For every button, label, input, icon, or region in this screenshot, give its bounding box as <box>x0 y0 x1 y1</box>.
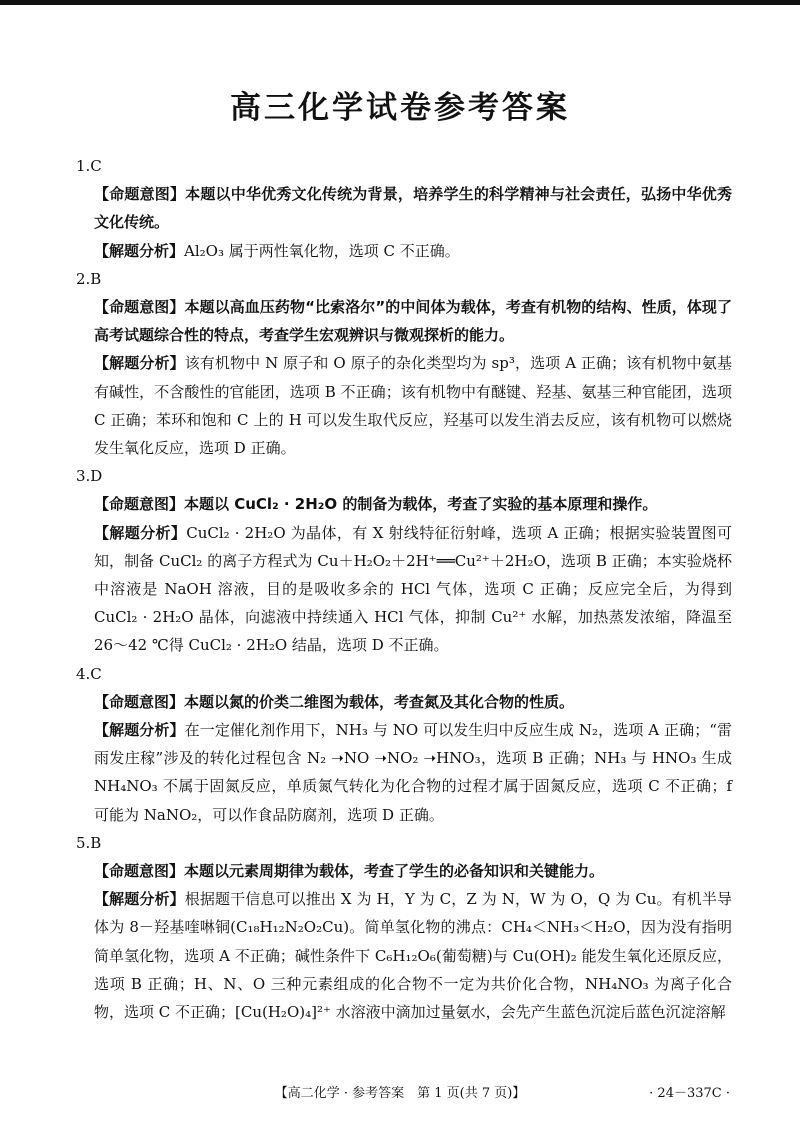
intent-text: 本题以 CuCl₂ · 2H₂O 的制备为载体，考查了实验的基本原理和操作。 <box>184 495 658 514</box>
intent-text: 本题以中华优秀文化传统为背景，培养学生的科学精神与社会责任，弘扬中华优秀文化传统。 <box>94 185 732 232</box>
analysis-tag: 【解题分析】 <box>94 890 185 909</box>
analysis-tag: 【解题分析】 <box>94 241 185 260</box>
analysis-text: CuCl₂ · 2H₂O 为晶体，有 X 射线特征衍射峰，选项 A 正确；根据实验装置图可知，制备 CuCl₂ 的离子方程式为 Cu＋H₂O₂＋2H⁺══Cu²⁺＋2H₂O，选项 B 正确；本实验烧杯中溶液是 NaOH 溶液，目的是吸收多余的 HCl 气体，选项 C 正确；反应完全后，为得到 CuCl₂ · 2H₂O 晶体，向滤液中持续通入 HCl 气体，抑制 Cu²⁺ 水解，加热蒸发浓缩，降温至 26～42 ℃得 CuCl₂ · 2H₂O 结晶，选项 D 不正确。 <box>94 523 732 655</box>
analysis-paragraph <box>76 519 732 660</box>
page-title: 高三化学试卷参考答案 <box>230 90 570 126</box>
intent-tag: 【命题意图】 <box>94 298 185 317</box>
analysis-text: 根据题干信息可以推出 X 为 H，Y 为 C，Z 为 N，W 为 O，Q 为 Cu。有机半导体为 8－羟基喹啉铜(C₁₈H₁₂N₂O₂Cu)。简单氢化物的沸点：CH₄＜NH₃＜H₂O，因为没有指明简单氢化物，选项 A 不正确；碱性条件下 C₆H₁₂O₆(葡萄糖)与 Cu(OH)₂ 能发生氧化还原反应，选项 B 正确；H、N、O 三种元素组成的化合物不一定为共价化合物，NH₄NO₃ 为离子化合物，选项 C 不正确；[Cu(H₂O)₄]²⁺ 水溶液中滴加过量氨水，会先产生蓝色沉淀后蓝色沉淀溶解 <box>94 890 732 1022</box>
analysis-text: 该有机物中 N 原子和 O 原子的杂化类型均为 sp³，选项 A 正确；该有机物中氨基有碱性，不含酸性的官能团，选项 B 不正确；该有机物中有醚键、羟基、氨基三种官能团，选项 C 正确；苯环和饱和 C 上的 H 可以发生取代反应，羟基可以发生消去反应，该有机物可以燃烧发生氧化反应，选项 D 正确。 <box>94 354 732 458</box>
question-number: 4.C <box>76 664 102 683</box>
top-border-rule <box>0 0 800 5</box>
analysis-tag: 【解题分析】 <box>94 354 185 373</box>
intent-tag: 【命题意图】 <box>94 185 186 204</box>
question-number: 5.B <box>76 833 102 852</box>
analysis-paragraph <box>76 349 732 462</box>
footer-page-info: 【高二化学 · 参考答案 第 1 页(共 7 页)】 <box>274 1086 526 1101</box>
question-5 <box>76 829 732 1026</box>
question-3 <box>76 462 732 659</box>
question-4 <box>76 660 732 829</box>
analysis-tag: 【解题分析】 <box>94 721 185 740</box>
analysis-text: Al₂O₃ 属于两性氧化物，选项 C 不正确。 <box>184 241 460 260</box>
question-number: 3.D <box>76 467 103 486</box>
answer-content <box>76 152 732 1026</box>
analysis-tag: 【解题分析】 <box>94 523 187 542</box>
question-1 <box>76 152 732 265</box>
question-2 <box>76 265 732 462</box>
analysis-paragraph <box>76 885 732 1026</box>
intent-paragraph <box>76 180 732 236</box>
intent-paragraph <box>76 490 732 518</box>
intent-paragraph <box>76 688 732 716</box>
analysis-paragraph <box>76 237 732 265</box>
intent-tag: 【命题意图】 <box>94 862 185 881</box>
intent-paragraph <box>76 857 732 885</box>
intent-tag: 【命题意图】 <box>94 692 185 711</box>
question-number: 1.C <box>76 157 102 175</box>
analysis-text: 在一定催化剂作用下，NH₃ 与 NO 可以发生归中反应生成 N₂，选项 A 正确；“雷雨发庄稼”涉及的转化过程包含 N₂ ➝NO ➝NO₂ ➝HNO₃，选项 B 正确；NH₃ 与 HNO₃ 生成 NH₄NO₃ 不属于固氮反应，单质氮气转化为化合物的过程才属于固氮反应，选项 C 不正确；f 可能为 NaNO₂，可以作食品防腐剂，选项 D 正确。 <box>94 721 732 824</box>
intent-text: 本题以氮的价类二维图为载体，考查氮及其化合物的性质。 <box>184 692 575 711</box>
intent-tag: 【命题意图】 <box>94 495 185 514</box>
footer-paper-code: · 24－337C · <box>649 1086 730 1101</box>
intent-paragraph <box>76 293 732 349</box>
intent-text: 本题以高血压药物“比索洛尔”的中间体为载体，考查有机物的结构、性质，体现了高考试题综合性的特点，考查学生宏观辨识与微观探析的能力。 <box>94 298 732 345</box>
question-number: 2.B <box>76 269 102 288</box>
intent-text: 本题以元素周期律为载体，考查了学生的必备知识和关键能力。 <box>184 862 605 881</box>
page-footer <box>0 1082 800 1106</box>
analysis-paragraph <box>76 716 732 829</box>
